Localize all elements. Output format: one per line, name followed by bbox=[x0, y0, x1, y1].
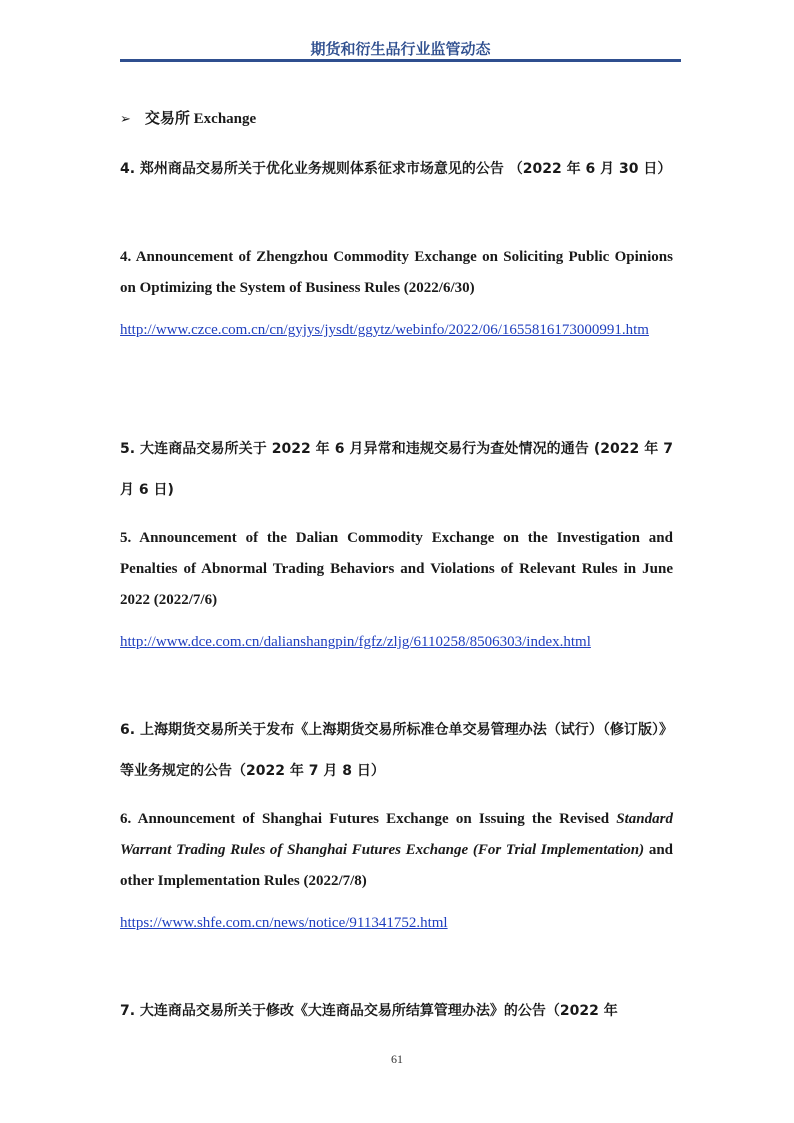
page-number: 61 bbox=[391, 1052, 403, 1066]
item-5-link[interactable]: http://www.dce.com.cn/dalianshangpin/fgfz/zljg/6110258/8506303/index.html bbox=[120, 634, 591, 650]
item-6-english-title bbox=[120, 804, 673, 897]
section-heading bbox=[120, 107, 256, 128]
item-4-link[interactable]: http://www.czce.com.cn/cn/gyjys/jysdt/ggytz/webinfo/2022/06/1655816173000991.htm bbox=[120, 322, 649, 338]
item-5-chinese-title: 5. 大连商品交易所关于 2022 年 6 月异常和违规交易行为查处情况的通告 (2022 年 7 月 6 日) bbox=[120, 441, 673, 498]
item-6-english-suffix: and other Implementation Rules (2022/7/8) bbox=[120, 842, 674, 889]
item-4-chinese-title: 4. 郑州商品交易所关于优化业务规则体系征求市场意见的公告 （2022 年 6 月 30 日） bbox=[120, 161, 672, 177]
item-5-english-title: 5. Announcement of the Dalian Commodity Exchange on the Investigation and Penalties of Abnormal Trading Behaviors and Violations of Relevant Rules in June 2022 (2022/7/6) bbox=[120, 530, 673, 608]
item-7-chinese-title: 7. 大连商品交易所关于修改《大连商品交易所结算管理办法》的公告（2022 年 bbox=[120, 1003, 618, 1019]
header-divider bbox=[120, 59, 681, 62]
item-6-chinese-title: 6. 上海期货交易所关于发布《上海期货交易所标准仓单交易管理办法（试行）（修订版）》等业务规定的公告（2022 年 7 月 8 日） bbox=[120, 722, 673, 779]
item-6-english-prefix: 6. Announcement of Shanghai Futures Exchange on Issuing the Revised bbox=[120, 811, 617, 827]
item-6-rule-name: Standard Warrant Trading Rules of Shanghai Futures Exchange (For Trial Implementation) bbox=[120, 811, 673, 858]
item-4-english-title: 4. Announcement of Zhengzhou Commodity Exchange on Soliciting Public Opinions on Optimizing the System of Business Rules (2022/6/30) bbox=[120, 249, 673, 296]
section-label: 交易所 Exchange bbox=[144, 111, 257, 127]
page-header-title: 期货和衍生品行业监管动态 bbox=[310, 40, 491, 58]
arrow-bullet-icon: ➢ bbox=[120, 112, 131, 127]
item-6-link[interactable]: https://www.shfe.com.cn/news/notice/911341752.html bbox=[120, 915, 448, 931]
